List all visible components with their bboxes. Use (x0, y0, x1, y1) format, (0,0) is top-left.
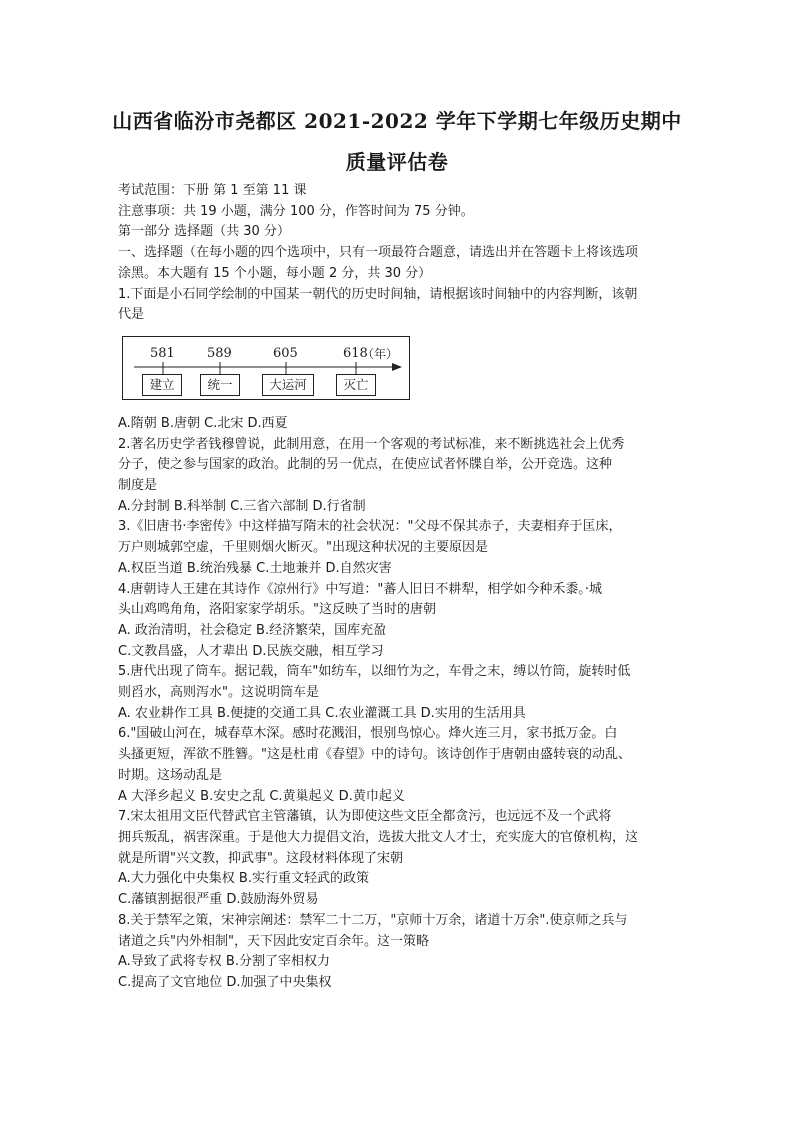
question-6-text: 头搔更短，浑欲不胜簪。"这是杜甫《春望》中的诗句。该诗创作于唐朝由盛转衰的动乱、 (118, 747, 631, 763)
instruction-line: 涂黑。本大题有 15 个小题，每小题 2 分，共 30 分） (118, 265, 432, 281)
timeline-event-box: 建立 (142, 374, 182, 396)
section-heading: 第一部分 选择题（共 30 分） (118, 224, 290, 240)
question-5-text: 5.唐代出现了筒车。据记载，筒车"如纺车，以细竹为之，车骨之末，缚以竹筒，旋转时低 (118, 664, 631, 680)
question-2-text: 制度是 (118, 478, 158, 494)
question-5-text: 则舀水，高则泻水"。这说明筒车是 (118, 685, 319, 701)
exam-title-line-2: 质量评估卷 (345, 150, 449, 174)
exam-scope: 考试范围：下册 第 1 至第 11 课 (118, 183, 307, 198)
timeline-year: 605 (273, 345, 298, 361)
question-1-text: 1.下面是小石同学绘制的中国某一朝代的历史时间轴，请根据该时间轴中的内容判断，该朝 (118, 286, 638, 302)
question-2-text: 2.著名历史学者钱穆曾说，此制用意，在用一个客观的考试标准，来不断挑选社会上优秀 (118, 436, 625, 452)
question-3-text: 3.《旧唐书·李密传》中这样描写隋末的社会状况："父母不保其赤子，夫妻相弃于匡床， (118, 519, 622, 535)
question-7-options: A.大力强化中央集权 B.实行重文轻武的政策 (118, 871, 369, 887)
timeline-year: 589 (207, 345, 232, 361)
instruction-line: 一、选择题（在每小题的四个选项中，只有一项最符合题意，请选出并在答题卡上将该选项 (118, 245, 639, 261)
question-6-options: A 大泽乡起义 B.安史之乱 C.黄巢起义 D.黄巾起义 (118, 788, 405, 804)
question-2-options: A.分封制 B.科举制 C.三省六部制 D.行省制 (118, 498, 366, 514)
question-7-options: C.藩镇割据很严重 D.鼓励海外贸易 (118, 892, 319, 908)
question-4-text: 头山鸡鸣角角，洛阳家家学胡乐。"这反映了当时的唐朝 (118, 602, 436, 618)
question-3-text: 万户则城郭空虚，千里则烟火断灭。"出现这种状况的主要原因是 (118, 540, 488, 556)
question-8-text: 8.关于禁军之策，宋神宗阐述：禁军二十二万，"京师十万余，诸道十万余".使京师之兵与 (118, 912, 628, 928)
question-1-options: A.隋朝 B.唐朝 C.北宋 D.西夏 (118, 415, 288, 431)
exam-content (118, 181, 678, 994)
question-6-text: 6."国破山河在，城春草木深。感时花溅泪，恨别鸟惊心。烽火连三月，家书抵万金。白 (118, 726, 618, 742)
question-8-options: A.导致了武将专权 B.分割了宰相权力 (118, 954, 330, 970)
timeline-event-box: 灭亡 (336, 374, 376, 396)
question-7-text: 就是所谓"兴文教，抑武事"。这段材料体现了宋朝 (118, 850, 403, 866)
timeline-unit: （年） (362, 346, 399, 361)
exam-title-line-1: 山西省临汾市尧都区 2021-2022 学年下学期七年级历史期中 (112, 109, 682, 133)
question-5-options: A. 农业耕作工具 B.便捷的交通工具 C.农业灌溉工具 D.实用的生活用具 (118, 705, 526, 721)
timeline-year: 618 (343, 345, 368, 361)
question-8-options: C.提高了文官地位 D.加强了中央集权 (118, 974, 332, 990)
question-1-text: 代是 (118, 307, 145, 323)
timeline-event-box: 大运河 (262, 374, 314, 396)
question-4-text: 4.唐朝诗人王建在其诗作《凉州行》中写道："蕃人旧日不耕犁，相学如今种禾黍。·城 (118, 581, 603, 597)
question-4-options: A. 政治清明，社会稳定 B.经济繁荣，国库充盈 (118, 622, 387, 638)
timeline-figure (122, 336, 410, 400)
question-8-text: 诸道之兵"内外相制"，天下因此安定百余年。这一策略 (118, 933, 429, 949)
question-7-text: 拥兵叛乱，祸害深重。于是他大力提倡文治，选拔大批文人才士，充实庞大的官僚机构，这 (118, 829, 639, 845)
question-6-text: 时期。这场动乱是 (118, 767, 223, 783)
question-3-options: A.权臣当道 B.统治残暴 C.土地兼并 D.自然灾害 (118, 560, 392, 576)
question-2-text: 分子，使之参与国家的政治。此制的另一优点，在使应试者怀牒自举，公开竞选。这种 (118, 457, 613, 473)
question-4-options: C.文教昌盛，人才辈出 D.民族交融，相互学习 (118, 643, 384, 659)
question-7-text: 7.宋太祖用文臣代替武官主管藩镇，认为即使这些文臣全都贪污，也远远不及一个武将 (118, 809, 612, 825)
timeline-event-box: 统一 (200, 374, 240, 396)
exam-notice: 注意事项：共 19 小题，满分 100 分，作答时间为 75 分钟。 (118, 203, 474, 219)
timeline-year: 581 (150, 345, 175, 361)
